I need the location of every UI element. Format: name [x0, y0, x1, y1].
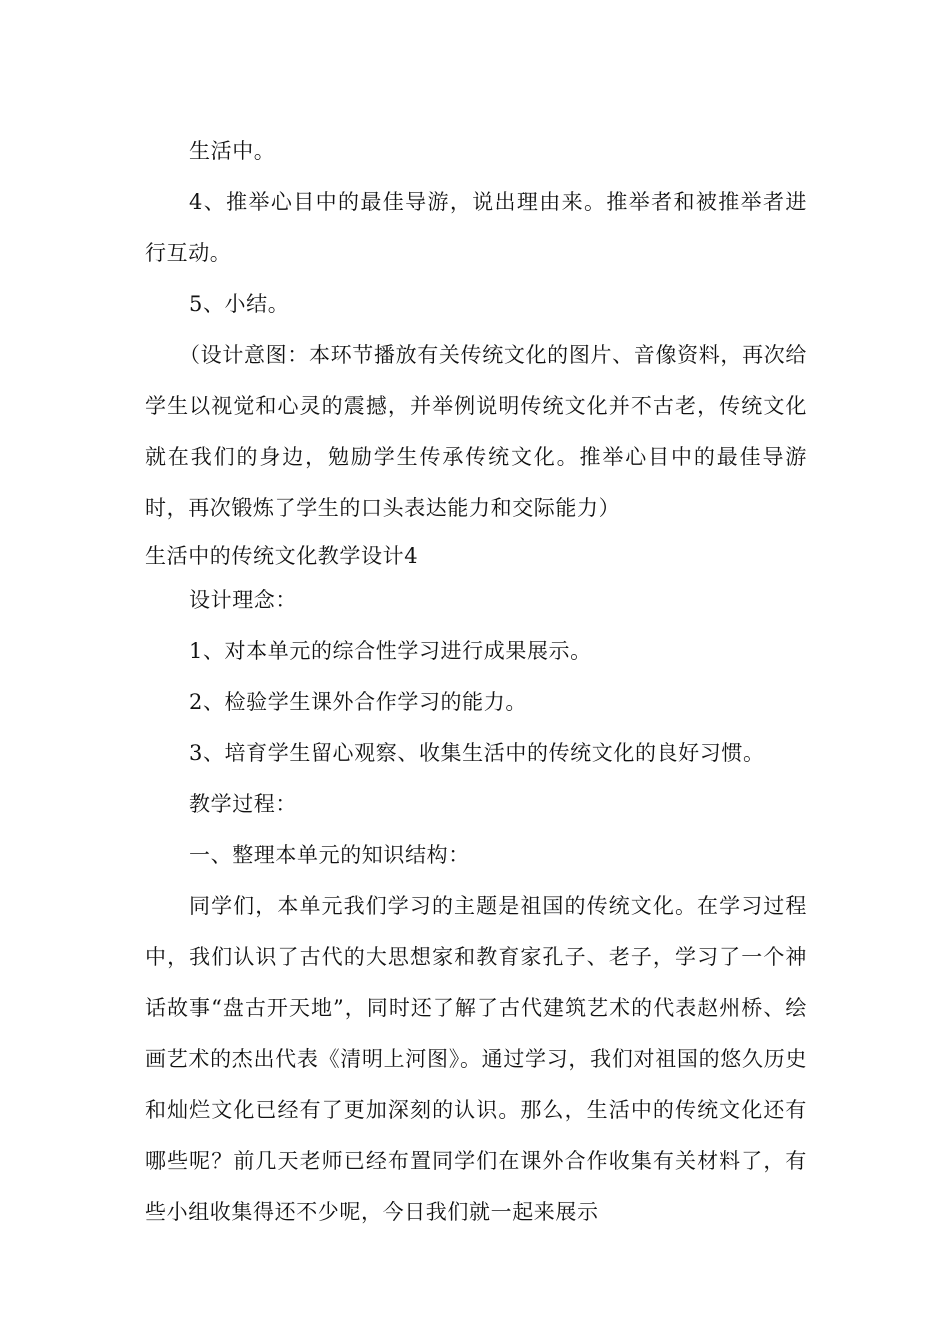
paragraph-concept-3: 3、培育学生留心观察、收集生活中的传统文化的良好习惯。 [189, 741, 765, 765]
paragraph-intro-body: 同学们，本单元我们学习的主题是祖国的传统文化。在学习过程中，我们认识了古代的大思想家和教育家孔子、老子，学习了一个神话故事“盘古开天地”，同时还了解了古代建筑艺术的代表赵州桥、绘画艺术的杰出代表《清明上河图》。通过学习，我们对祖国的悠久历史和灿烂文化已经有了更加深刻的认识。那么，生活中的传统文化还有哪些呢？前几天老师已经布置同学们在课外合作收集有关材料了，有些小组收集得还不少呢，今日我们就一起来展示 [145, 894, 807, 1224]
paragraph-concept-2: 2、检验学生课外合作学习的能力。 [189, 690, 527, 714]
paragraph-design-intent: （设计意图：本环节播放有关传统文化的图片、音像资料，再次给学生以视觉和心灵的震撼，并举例说明传统文化并不古老，传统文化就在我们的身边，勉励学生传承传统文化。推举心目中的最佳导游时，再次锻炼了学生的口头表达能力和交际能力） [145, 343, 807, 520]
document-page [145, 126, 807, 1238]
paragraph-continuation: 生活中。 [189, 139, 276, 163]
section-title: 生活中的传统文化教学设计4 [145, 544, 419, 568]
paragraph-teaching-process-label: 教学过程： [189, 792, 297, 816]
paragraph-design-concept-label: 设计理念： [189, 588, 297, 612]
paragraph-step-5: 5、小结。 [189, 292, 290, 316]
paragraph-step-4: 4、推举心目中的最佳导游，说出理由来。推举者和被推举者进行互动。 [145, 190, 807, 265]
paragraph-concept-1: 1、对本单元的综合性学习进行成果展示。 [189, 639, 592, 663]
paragraph-step-one-heading: 一、整理本单元的知识结构： [189, 843, 470, 867]
